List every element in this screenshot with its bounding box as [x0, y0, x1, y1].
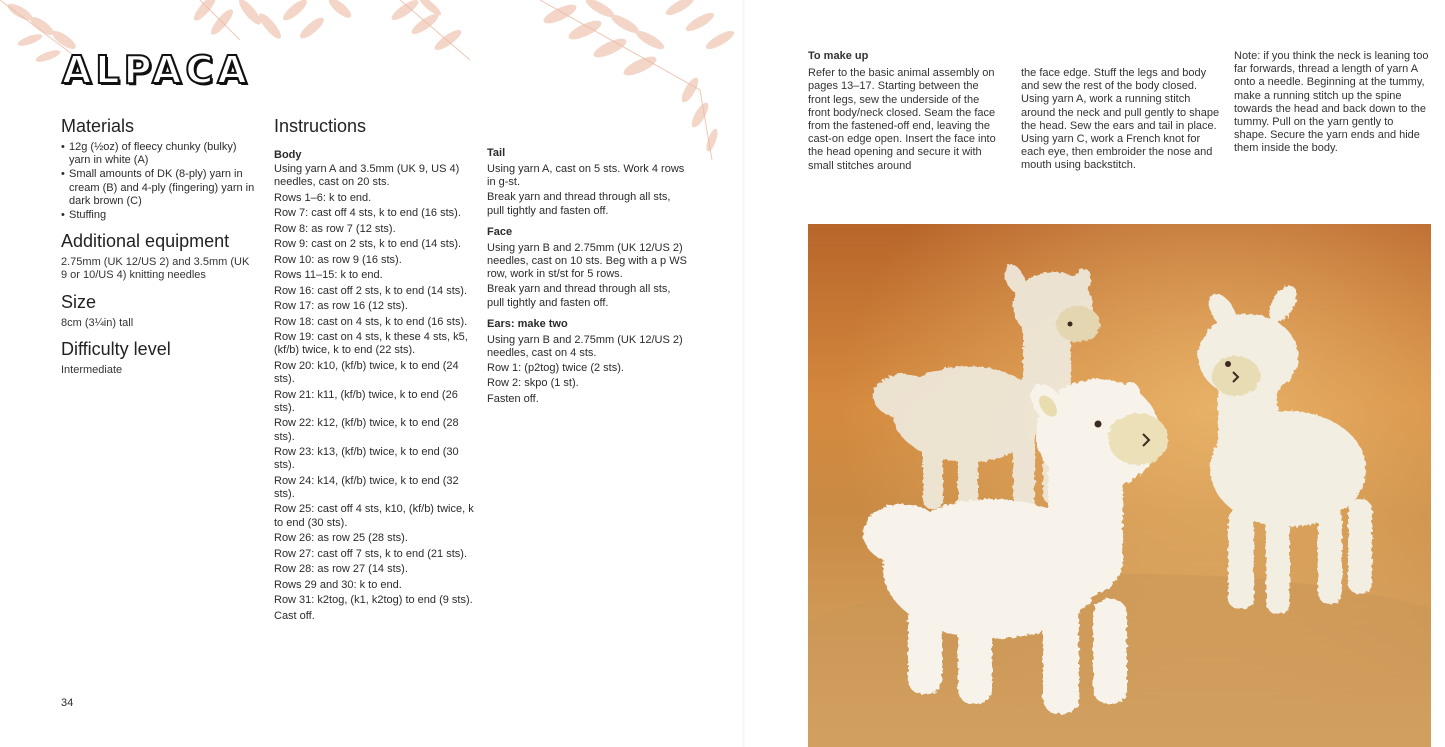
materials-list — [61, 141, 256, 222]
instruction-row: Using yarn B and 2.75mm (UK 12/US 2) needles, cast on 10 sts. Beg with a p WS row, work in st/st for 5 rows. — [487, 241, 687, 281]
ears-subheading: Ears: make two — [487, 317, 568, 330]
note-section — [1234, 50, 1429, 156]
instruction-row: Row 27: cast off 7 sts, k to end (21 sts). — [274, 547, 467, 560]
size-text: 8cm (3¼in) tall — [61, 316, 134, 329]
tail-section — [487, 147, 687, 218]
equipment-heading: Additional equipment — [61, 231, 230, 252]
instructions-heading: Instructions — [274, 116, 367, 136]
materials-heading: Materials — [61, 116, 135, 136]
instruction-row: Using yarn A, cast on 5 sts. Work 4 rows in g-st. — [487, 163, 685, 189]
instruction-row: Row 10: as row 9 (16 sts). — [274, 253, 402, 266]
size-heading: Size — [61, 291, 97, 312]
instruction-row: Row 20: k10, (kf/b) twice, k to end (24 sts). — [274, 359, 459, 386]
make-up-subheading: To make up — [808, 50, 869, 62]
instruction-row: Row 28: as row 27 (14 sts). — [274, 563, 408, 576]
instruction-row: Break yarn and thread through all sts, pull tightly and fasten off. — [487, 283, 671, 309]
body-subheading: Body — [274, 149, 302, 161]
instruction-row: Row 18: cast on 4 sts, k to end (16 sts). — [274, 315, 468, 328]
body-rows — [274, 163, 474, 623]
instruction-row: Row 22: k12, (kf/b) twice, k to end (28 sts). — [274, 417, 459, 443]
instruction-row: Row 17: as row 16 (12 sts). — [274, 300, 408, 313]
face-rows — [487, 242, 687, 310]
make-up-section — [808, 50, 998, 173]
make-up-text-col1: Refer to the basic animal assembly on pages 13–17. Starting between the front legs, sew the underside of the front body/neck closed. Seam the face from the fastened-off end, leaving the cast-on edge open. Insert the face into the head opening and secure it with small stitches around — [808, 67, 996, 172]
page-title: ALPACA — [62, 48, 251, 92]
instruction-row: Cast off. — [274, 609, 315, 622]
note-text: Note: if you think the neck is leaning too far forwards, thread a length of yarn A onto a needle. Beginning at the tummy, make a running stitch up the spine towards the head and back down to the tummy. Pull on the yarn gently to shape. Secure the yarn ends and hide them inside the body. — [1234, 50, 1429, 155]
right-page — [745, 0, 1445, 747]
instruction-row: Using yarn B and 2.75mm (UK 12/US 2) needles, cast on 4 sts. — [487, 333, 683, 360]
instruction-row: Row 7: cast off 4 sts, k to end (16 sts). — [274, 207, 461, 220]
instruction-row: Row 19: cast on 4 sts, k these 4 sts, k5, (kf/b) twice, k to end (22 sts). — [274, 331, 468, 357]
tail-subheading: Tail — [487, 147, 506, 159]
instruction-row: Row 25: cast off 4 sts, k10, (kf/b) twice, k to end (30 sts). — [274, 503, 474, 529]
face-section — [487, 226, 687, 310]
page-number: 34 — [61, 697, 74, 709]
list-item: • Stuffing — [61, 209, 256, 222]
instruction-row: Break yarn and thread through all sts, pull tightly and fasten off. — [487, 191, 671, 217]
make-up-section-continued — [1021, 67, 1221, 173]
ears-section — [487, 318, 687, 406]
face-subheading: Face — [487, 225, 513, 238]
tail-rows — [487, 163, 687, 218]
instruction-row: Fasten off. — [487, 392, 539, 405]
instructions-column — [274, 116, 474, 625]
instruction-row: Row 8: as row 7 (12 sts). — [274, 222, 396, 235]
instruction-row: Row 2: skpo (1 st). — [487, 377, 579, 390]
parts-column — [487, 147, 687, 414]
instruction-row: Row 23: k13, (kf/b) twice, k to end (30 sts). — [274, 446, 459, 472]
alpaca-photo — [808, 224, 1431, 747]
materials-column — [61, 116, 256, 377]
instruction-row: Row 16: cast off 2 sts, k to end (14 sts). — [274, 284, 467, 297]
instruction-row: Row 9: cast on 2 sts, k to end (14 sts). — [274, 238, 462, 251]
list-item: • Small amounts of DK (8-ply) yarn in cream (B) and 4-ply (fingering) yarn in dark brown (C) — [61, 168, 256, 208]
ears-rows — [487, 334, 687, 406]
make-up-text-col2: the face edge. Stuff the legs and body and sew the rest of the body closed. Using yarn A, work a running stitch around the neck and pull gently to shape the head. Sew the ears and tail in place. Using yarn C, work a French knot for each eye, then embroider the nose and mouth using backstitch. — [1021, 67, 1220, 172]
instruction-row: Row 1: (p2tog) twice (2 sts). — [487, 362, 624, 375]
instruction-row: Row 21: k11, (kf/b) twice, k to end (26 sts). — [274, 388, 458, 414]
instruction-row: Rows 29 and 30: k to end. — [274, 578, 402, 591]
list-item: • 12g (½oz) of fleecy chunky (bulky) yarn in white (A) — [61, 141, 256, 167]
difficulty-heading: Difficulty level — [61, 338, 171, 359]
instruction-row: Row 24: k14, (kf/b) twice, k to end (32 sts). — [274, 474, 459, 500]
instruction-row: Row 31: k2tog, (k1, k2tog) to end (9 sts). — [274, 594, 473, 607]
difficulty-text: Intermediate — [61, 363, 123, 376]
instruction-row: Row 26: as row 25 (28 sts). — [274, 532, 408, 545]
instruction-row: Rows 11–15: k to end. — [274, 269, 383, 282]
instruction-row: Rows 1–6: k to end. — [274, 191, 372, 204]
equipment-text: 2.75mm (UK 12/US 2) and 3.5mm (UK 9 or 10/US 4) knitting needles — [61, 256, 250, 282]
instruction-row: Using yarn A and 3.5mm (UK 9, US 4) needles, cast on 20 sts. — [274, 163, 460, 189]
